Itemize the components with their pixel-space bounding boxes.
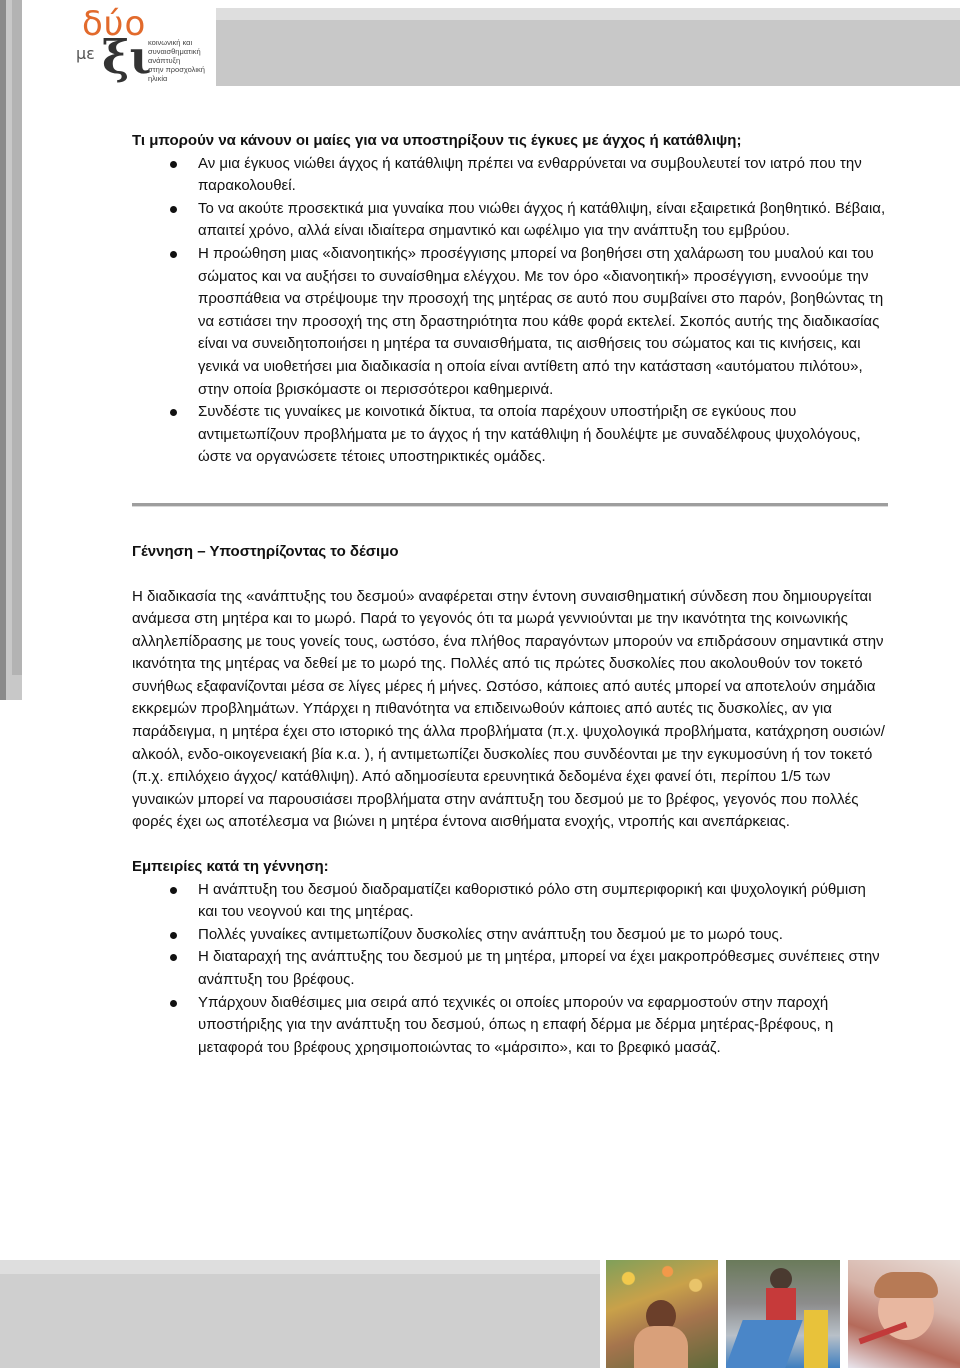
left-decor-strip <box>12 0 22 675</box>
photo-child-garden <box>606 1260 718 1368</box>
photo-child-figure <box>770 1268 792 1290</box>
list-item: Υπάρχουν διαθέσιμες μια σειρά από τεχνικές οι οποίες μπορούν να εφαρμοστούν στην παροχή υποστήριξης για την ανάπτυξη του δεσμού, όπως η επαφή δέρμα με δέρμα μητέρας-βρέφους, η μεταφορά του βρέφους χρησιμοποιώντας το «μάρσιπο», και το βρεφικό μασάζ. <box>132 992 888 1060</box>
logo-tagline-line: κοινωνική και <box>148 38 193 47</box>
left-decor-edge <box>0 0 6 700</box>
spacer <box>132 564 888 586</box>
footer-band <box>0 1260 600 1368</box>
photo-child-hair <box>874 1272 938 1298</box>
photo-yellow-frame <box>804 1310 828 1368</box>
photo-child-torso <box>766 1288 796 1322</box>
logo-word-left: με <box>76 44 95 63</box>
logo-word-main: ξι <box>102 30 152 84</box>
photo-slide <box>726 1320 803 1368</box>
section-heading-midwives: Τι μπορούν να κάνουν οι μαίες για να υποστηρίξουν τις έγκυες με άγχος ή κατάθλιψη; <box>132 132 742 149</box>
bullet-list-birth-experiences <box>132 879 888 1060</box>
photo-child-eating <box>848 1260 960 1368</box>
list-item: Η ανάπτυξη του δεσμού διαδραματίζει καθοριστικό ρόλο στη συμπεριφορική και ψυχολογική ρύθμιση και του νεογνού και της μητέρας. <box>132 879 888 924</box>
list-item: Συνδέστε τις γυναίκες με κοινοτικά δίκτυα, τα οποία παρέχουν υποστήριξη σε εγκύους που αντιμετωπίζουν προβλήματα με το άγχος ή την κατάθλιψη ή δουλέψτε με συναδέλφους ψυχολόγους, ώστε να οργανώσετε τέτοιες υποστηρικτικές ομάδες. <box>132 401 888 469</box>
footer-band-highlight <box>0 1260 600 1274</box>
photo-child-body <box>634 1326 688 1368</box>
list-item: Πολλές γυναίκες αντιμετωπίζουν δυσκολίες στην ανάπτυξη του δεσμού με το μωρό τους. <box>132 924 888 947</box>
section-heading-birth-bonding: Γέννηση – Υποστηρίζοντας το δέσιμο <box>132 542 399 560</box>
section-heading-birth-experiences: Εμπειρίες κατά τη γέννηση: <box>132 858 329 876</box>
logo-tagline-line: ανάπτυξη <box>148 56 181 65</box>
document-body <box>132 130 888 1059</box>
bullet-list-midwives <box>132 153 888 469</box>
list-item: Το να ακούτε προσεκτικά μια γυναίκα που νιώθει άγχος ή κατάθλιψη, είναι εξαιρετικά βοηθητικό. Βέβαια, απαιτεί χρόνο, αλλά είναι ιδιαίτερα σημαντικό και ωφέλιμο για την ανάπτυξη του εμβρύου. <box>132 198 888 243</box>
photo-playground <box>726 1260 840 1368</box>
spacer <box>132 834 888 856</box>
paragraph-bonding: Η διαδικασία της «ανάπτυξης του δεσμού» αναφέρεται στην έντονη συναισθηματική σύνδεση που δημιουργείται ανάμεσα στη μητέρα και το μωρό. Παρά το γεγονός ότι τα μωρά γεννιούνται με την ικανότητα της κοινωνικής αλληλεπίδρασης με τους γονείς τους, ωστόσο, ένα πλήθος παραγόντων μπορούν να επιδράσουν σημαντικά στην ικανότητα της μητέρας να δεθεί με το μωρό της. Πολλές από τις πρώτες δυσκολίες που ακολουθούν τον τοκετό συνήθως εξαφανίζονται μέσα σε λίγες μέρες ή μήνες. Ωστόσο, κάποιες από αυτές μπορεί να αποτελούν σημάδια εκκρεμών προβλημάτων. Υπάρχει η πιθανότητα να επιδεινωθούν κάποιες από αυτές τις δυσκολίες, αν για παράδειγμα, η μητέρα έχει στο ιστορικό της άλλα προβλήματα (π.χ. ψυχολογικά προβλήματα, κατάχρηση ουσιών/αλκοόλ, ενδο-οικογενειακή βία κ.α. ), ή αντιμετωπίζει δυσκολίες που συνδέονται με την εγκυμοσύνη ή τον τοκετό (π.χ. επιλόχειο άγχος/ κατάθλιψη). Από αδημοσίευτα ερευνητικά δεδομένα έχει φανεί ότι, περίπου 1/5 των γυναικών μπορεί να παρουσιάσει προβλήματα στην ανάπτυξη του δεσμού με το βρέφος, γεγονός που πολλές φορές έχει ως αποτέλεσμα να βιώνει η μητέρα έντονα αισθήματα ενοχής, ντροπής και ανεπάρκειας. <box>132 587 885 831</box>
logo-tagline <box>148 38 216 83</box>
logo-tagline-line: ηλικία <box>148 74 168 83</box>
list-item: Η διαταραχή της ανάπτυξης του δεσμού με τη μητέρα, μπορεί να έχει μακροπρόθεσμες συνέπειες στην ανάπτυξη του βρέφους. <box>132 946 888 991</box>
logo-tagline-line: συναισθηματική <box>148 47 201 56</box>
list-item: Αν μια έγκυος νιώθει άγχος ή κατάθλιψη πρέπει να ενθαρρύνεται να συμβουλευτεί τον ιατρό που την παρακολουθεί. <box>132 153 888 198</box>
logo <box>74 4 216 90</box>
logo-tagline-line: στην προσχολική <box>148 65 205 74</box>
header-band-highlight <box>216 8 960 20</box>
logo-word-top: δύο <box>82 4 147 44</box>
list-item: Η προώθηση μιας «διανοητικής» προσέγγισης μπορεί να βοηθήσει στη χαλάρωση του μυαλού και του σώματος και να αυξήσει το συναίσθημα ελέγχου. Με τον όρο «διανοητική» προσέγγιση, εννοούμε την προσπάθεια να στρέψουμε την προσοχή της μητέρας σε αυτό που συμβαίνει στο παρόν, βοηθώντας τη να εστιάσει την προσοχή της στη δραστηριότητα που κάθε φορά εκτελεί. Σκοπός αυτής της διαδικασίας είναι να συνειδητοποιήσει η μητέρα τα συναισθήματα, τις αισθήσεις του σώματος και τις κινήσεις, και γενικά να υιοθετήσει μια διαδικασία η οποία είναι αντίθετη από την κατάσταση «αυτόματου πιλότου», στην οποία βρισκόμαστε οι περισσότεροι καθημερινά. <box>132 243 888 401</box>
section-divider <box>132 503 888 507</box>
